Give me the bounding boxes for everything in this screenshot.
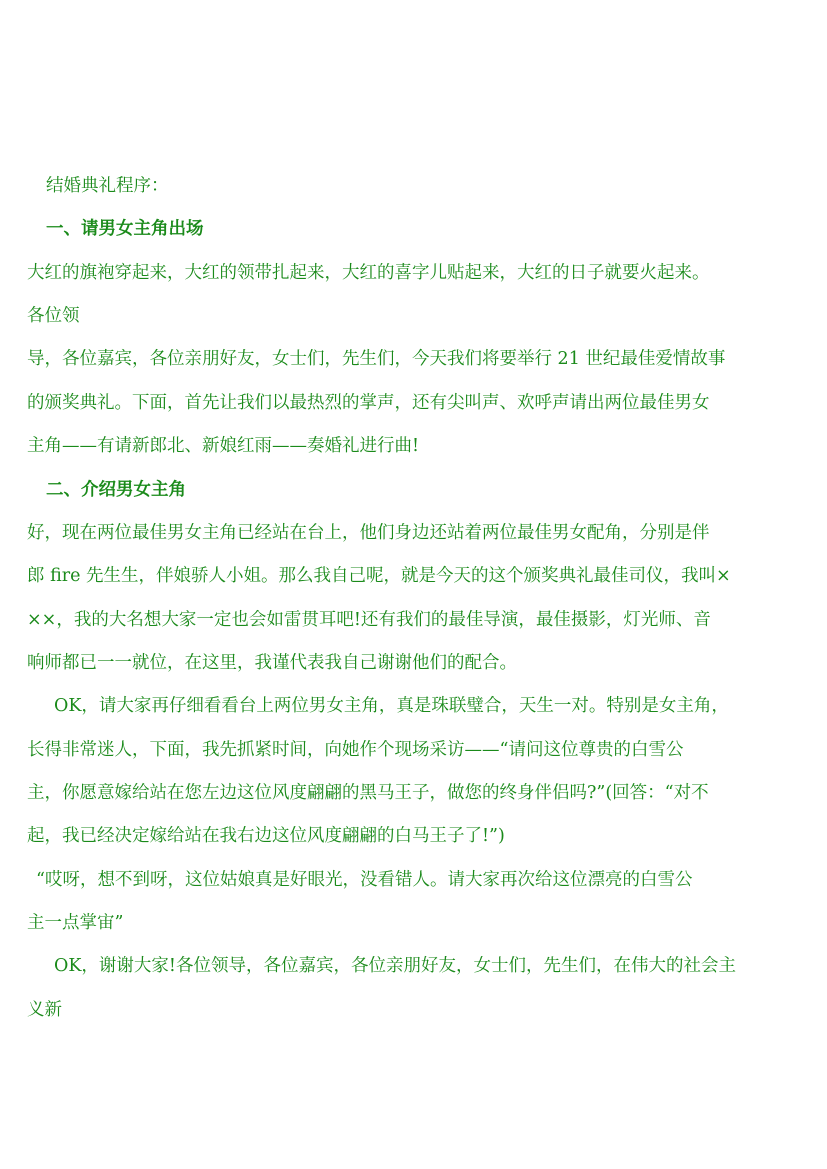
section-2-line-10: 主一点掌宙” — [27, 913, 124, 933]
section-1-line-3: 导，各位嘉宾，各位亲朋好友，女士们，先生们，今天我们将要举行 21 世纪最佳爱情故事 — [27, 349, 726, 369]
section-2-line-7: 主，你愿意嫁给站在您左边这位风度翩翩的黑马王子，做您的终身伴侣吗?”(回答：“对不 — [27, 783, 709, 803]
section-1-line-5: 主角——有请新郎北、新娘红雨——奏婚礼进行曲! — [27, 436, 420, 456]
section-1-heading: 一、请男女主角出场 — [46, 219, 204, 239]
section-1-line-2: 各位领 — [27, 306, 80, 326]
section-2-heading: 二、介绍男女主角 — [46, 480, 186, 500]
document-title: 结婚典礼程序： — [46, 176, 169, 196]
section-2-line-3: ××，我的大名想大家一定也会如雷贯耳吧!还有我们的最佳导演，最佳摄影，灯光师、音 — [27, 610, 711, 630]
section-2-line-4: 响师都已一一就位，在这里，我谨代表我自己谢谢他们的配合。 — [27, 653, 517, 673]
section-2-line-12: 义新 — [27, 1000, 62, 1020]
section-2-line-5: OK，请大家再仔细看看台上两位男女主角，真是珠联璧合，天生一对。特别是女主角， — [54, 696, 729, 716]
section-2-line-8: 起，我已经决定嫁给站在我右边这位风度翩翩的白马王子了!”) — [27, 826, 505, 846]
section-2-line-6: 长得非常迷人，下面，我先抓紧时间，向她作个现场采访——“请问这位尊贵的白雪公 — [27, 740, 684, 760]
section-2-line-11: OK，谢谢大家!各位领导，各位嘉宾，各位亲朋好友，女士们，先生们，在伟大的社会主 — [54, 956, 736, 976]
section-1-line-4: 的颁奖典礼。下面，首先让我们以最热烈的掌声，还有尖叫声、欢呼声请出两位最佳男女 — [27, 393, 710, 413]
section-1-line-1: 大红的旗袍穿起来，大红的领带扎起来，大红的喜字儿贴起来，大红的日子就要火起来。 — [27, 263, 710, 283]
section-2-line-1: 好，现在两位最佳男女主角已经站在台上，他们身边还站着两位最佳男女配角，分别是伴 — [27, 523, 710, 543]
section-2-line-2: 郎 fire 先生生，伴娘骄人小姐。那么我自己呢，就是今天的这个颁奖典礼最佳司仪，我叫× — [27, 566, 731, 586]
section-2-line-9: “哎呀，想不到呀，这位姑娘真是好眼光，没看错人。请大家再次给这位漂亮的白雪公 — [36, 870, 693, 890]
